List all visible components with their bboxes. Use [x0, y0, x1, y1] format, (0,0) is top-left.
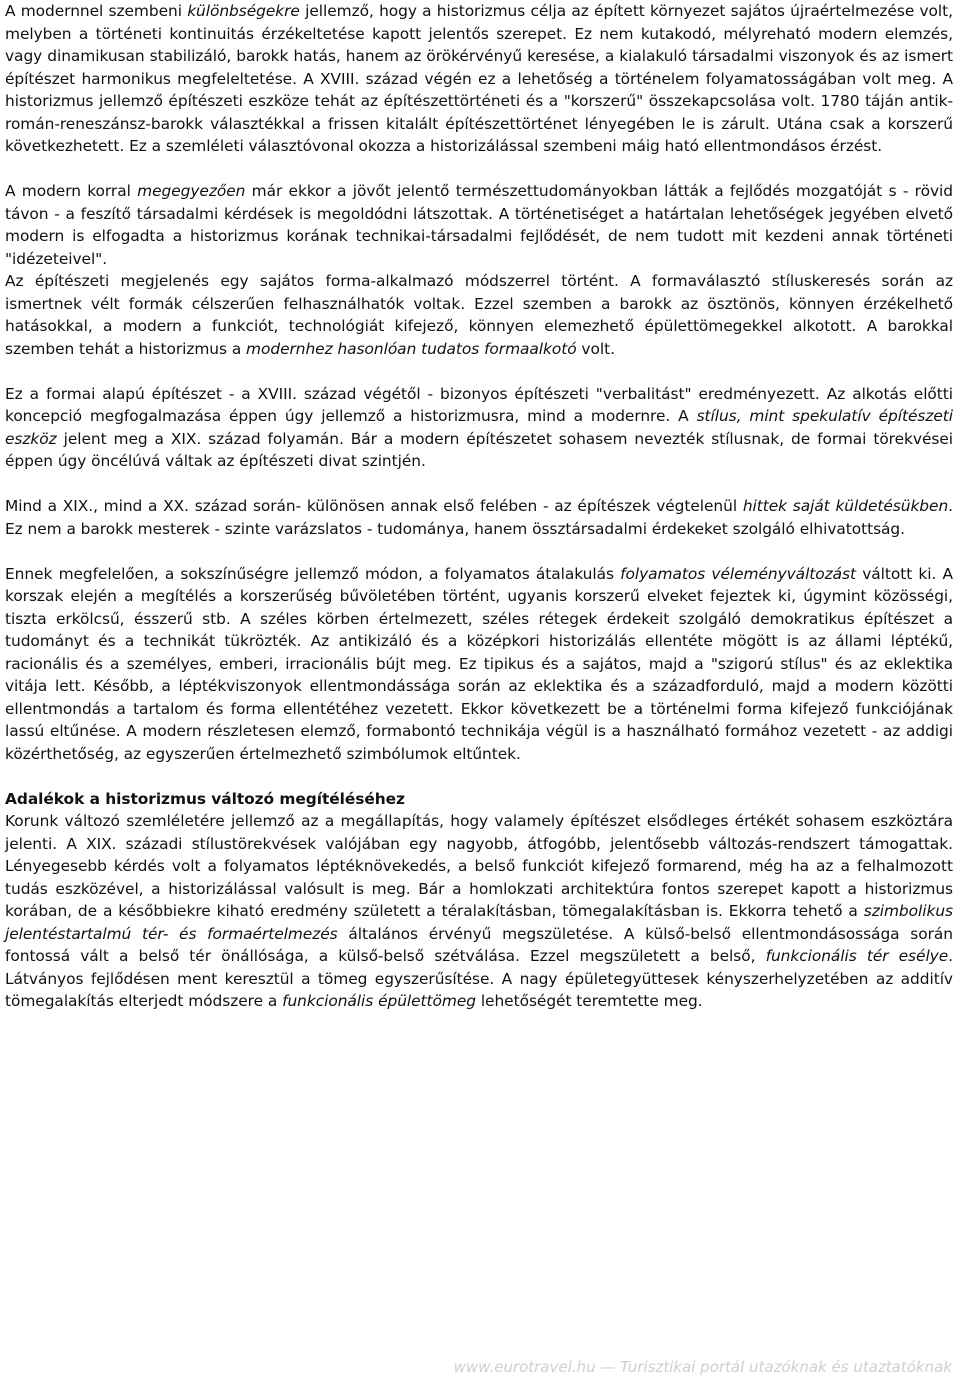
text-run: Mind a XIX., mind a XX. század során- különösen annak első felében - az építészek végtelenül [5, 497, 743, 515]
paragraph [5, 563, 953, 766]
text-run: már ekkor a jövőt jelentő természettudományokban látták a fejlődés mozgatóját s - rövid távon - a feszítő társadalmi kérdések is megoldódni látszottak. A történetiséget a határtalan lehetőségek jegyében elvető modern is elfogadta a historizmus korának technikai-társadalmi fejlődését, de nem tudott mit kezdeni annak történeti "idézeteivel". [5, 182, 953, 268]
text-run: általános érvényű megszületése. A külső-belső ellentmondásossága során fontossá vált a belső tér önállósága, a külső-belső szétválása. Ezzel megszületett a belső, [5, 924, 953, 965]
text-run: Az építészeti megjelenés egy sajátos forma-alkalmazó módszerrel történt. A formaválasztó stíluskeresés során az ismertnek vélt formák célszerűen felhasználhatók voltak. Ezzel szemben a barokk az ösztönös, könnyen érzékelhető hatásokkal, a modern a funkciót, technológiát kifejező, könnyen elemezhető épülettömegekkel alkotott. A barokkal szemben tehát a historizmus a [5, 272, 953, 358]
article-body [5, 0, 953, 1013]
italic-text: különbségekre [187, 2, 300, 20]
italic-text: modernhez hasonlóan tudatos formaalkotó [246, 339, 577, 358]
text-run: A modern korral [5, 182, 138, 200]
italic-text: hittek saját küldetésükben [742, 497, 949, 515]
paragraph [5, 495, 953, 540]
italic-text: funkcionális tér esélye [765, 947, 949, 965]
text-run: jellemző, hogy a historizmus célja az épített környezet sajátos újraértelmezése volt, melyben a történeti kontinuitás érzékeltetése kapott jelentős szerepet. Ez nem kutakodó, mélyreható modern elemzés, vagy dinamikusan stabilizáló, barokk hatás, hanem az örökérvényű keresése, a kialakuló társadalmi viszonyok és az ismert építészet harmonikus megfeleltetése. A XVIII. század végén ez a lehetőség a történelem folyamatosságában volt meg. A historizmus jellemző építészeti eszköze tehát az építészettörténeti és a "korszerű" összekapcsolása volt. 1780 táján antik-román-reneszánsz-barokk választékkal a frissen kitalált építészettörténet lényegében le is zárult. Utána csak a korszerű következhetett. Ez a szemléleti választóvonal okozza a historizálással szembeni máig ható ellentmondásos érzést. [5, 2, 953, 155]
footer-watermark: www.eurotravel.hu — Turisztikai portál utazóknak és utaztatóknak [453, 1358, 952, 1376]
text-run: . Látványos fejlődésen ment keresztül a tömeg egyszerűsítése. A nagy épületegyüttesek kényszerhelyzetében az additív tömegalakítás elterjedt módszere a [5, 947, 953, 1010]
text-run: Ennek megfelelően, a sokszínűségre jellemző módon, a folyamatos átalakulás [5, 564, 621, 583]
paragraph [5, 0, 953, 158]
paragraph [5, 810, 953, 1013]
text-run: lehetőségét teremtette meg. [475, 992, 703, 1010]
text-run: . Ez nem a barokk mesterek - szinte varázslatos - tudománya, hanem össztársadalmi érdekeket szolgáló elhivatottság. [5, 497, 953, 538]
text-run: Ez a formai alapú építészet - a XVIII. század végétől - bizonyos építészeti "verbalitást" eredményezett. Az alkotás előtti koncepció megfogalmazása éppen úgy jellemző a historizmusra, mind a modernre. A [5, 384, 953, 425]
italic-text: folyamatos véleményváltozást [620, 564, 857, 583]
text-run: Korunk változó szemléletére jellemző az a megállapítás, hogy valamely építészet elsődleges értékét sohasem eszköztára jelenti. A XIX. századi stílustörekvések valójában egy nagyobb, átfogóbb, jelentősebb változás-rendszert támogattak. Lényegesebb kérdés volt a folyamatos léptéknövekedés, a belső funkciót kifejező formarend, még ha az a felhalmozott tudás eszközével, a historizálással valósult is meg. Bár a homlokzati architektúra fontos szerepet kapott a historizmus korában, de a későbbiekre kiható eredmény született a téralakításban, tömegalakításban is. Ekkorra tehető a [5, 812, 953, 920]
italic-text: funkcionális épülettömeg [282, 992, 476, 1010]
text-run: jelent meg a XIX. század folyamán. Bár a modern építészetet sohasem nevezték stílusnak, de formai törekvései éppen úgy öncélúvá váltak az építészeti divat szintjén. [5, 429, 953, 470]
paragraph [5, 180, 953, 270]
italic-text: szimbolikus jelentéstartalmú tér- és formaértelmezés [5, 902, 953, 943]
section-heading: Adalékok a historizmus változó megítéléséhez [5, 789, 405, 808]
italic-text: megegyezően [137, 182, 246, 200]
italic-text: stílus, mint spekulatív építészeti eszköz [5, 407, 954, 448]
text-run: volt. [576, 339, 615, 358]
paragraph [5, 383, 953, 473]
text-run: A modernnel szembeni [5, 2, 188, 20]
text-run: váltott ki. A korszak elején a megítélés a korszerűség bűvöletében történt, ugyanis korszerű elveket fejeztek ki, úgymint közösségi, tiszta erkölcsű, ésszerű stb. A széles körben értelmezett, széles rétegek érdekeit szolgáló demokratikus építészet a tudományt és a technikát tükrözték. Az antikizáló és a középkori historizálás ellentéte mögött is az állami léptékű, racionális és a személyes, emberi, irracionális bújt meg. Ez tipikus és a sajátos, majd a "szigorú stílus" és az eklektika vitája lett. Később, a léptékviszonyok ellentmondássága során az eklektika és a századforduló, majd a modern közötti ellentmondás a tartalom és forma ellentétéhez vezetett. Ekkor következett be a történelmi forma kifejező funkciójának lassú eltűnése. A modern részletesen elemző, formabontó technikája végül is a használható formához vezetett - az addigi közérthetőség, az egyszerűen értelmezhető szimbólumok eltűntek. [5, 564, 954, 763]
paragraph [5, 270, 953, 360]
